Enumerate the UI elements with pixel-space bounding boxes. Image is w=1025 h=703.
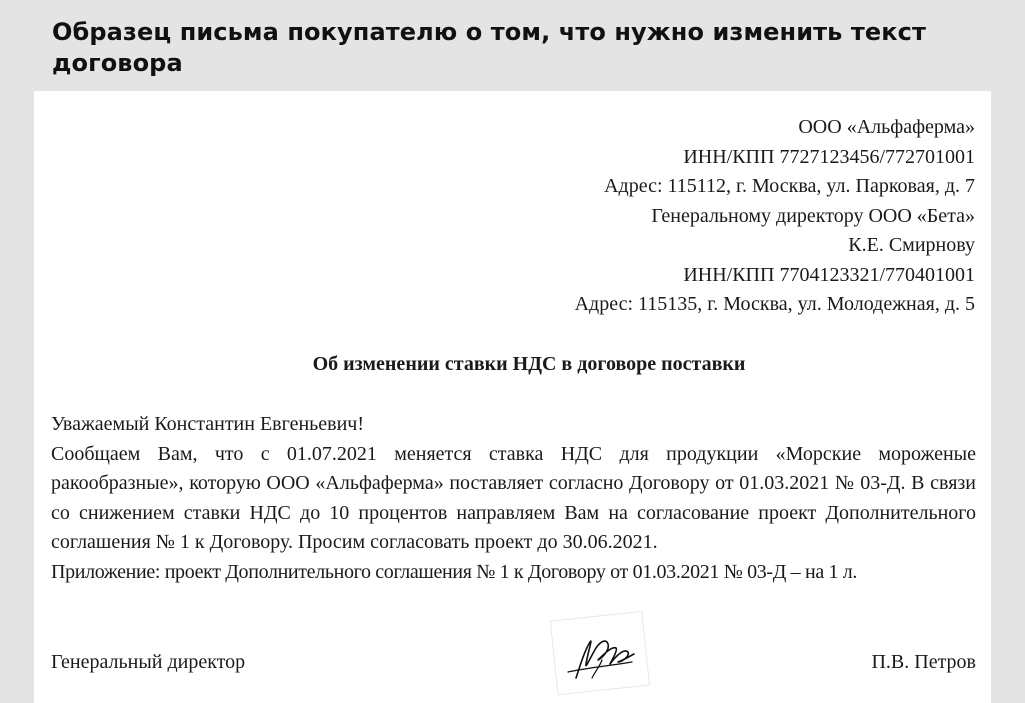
salutation: Уважаемый Константин Евгеньевич! — [51, 413, 365, 435]
letter-sheet — [34, 91, 991, 703]
letter-body — [51, 410, 976, 587]
address-block — [275, 113, 975, 320]
sender-inn-kpp: ИНН/КПП 7727123456/772701001 — [683, 145, 975, 168]
page-heading — [52, 17, 972, 79]
page-heading-line-2: договора — [52, 49, 183, 77]
letter-subject: Об изменении ставки НДС в договоре поставки — [312, 353, 746, 375]
signer-name: П.В. Петров — [871, 651, 976, 673]
sender-address: Адрес: 115112, г. Москва, ул. Парковая, д. 7 — [604, 175, 975, 197]
recipient-address: Адрес: 115135, г. Москва, ул. Молодежная, д. 5 — [574, 293, 975, 315]
sender-company: ООО «Альфаферма» — [798, 116, 975, 138]
main-paragraph: Сообщаем Вам, что с 01.07.2021 меняется ставка НДС для продукции «Морские мороженые ракообразные», которую ООО «Альфаферма» поставляет согласно Договору от 01.03.2021 № 03-Д. В связи со снижением ставки НДС до 10 процентов направляем Вам на согласование проект Дополнительного соглашения № 1 к Договору. Просим согласовать проект до 30.06.2021. — [51, 442, 976, 553]
page-heading-line-1: Образец письма покупателю о том, что нужно изменить текст — [52, 18, 927, 46]
signature-row — [51, 648, 976, 688]
attachment-line: Приложение: проект Дополнительного соглашения № 1 к Договору от 01.03.2021 № 03-Д – на 1 л. — [51, 560, 858, 583]
handwritten-signature — [546, 608, 656, 700]
recipient-position: Генеральному директору ООО «Бета» — [651, 204, 975, 227]
recipient-inn-kpp: ИНН/КПП 7704123321/770401001 — [683, 263, 975, 286]
signer-position: Генеральный директор — [51, 651, 246, 673]
recipient-name: К.Е. Смирнову — [848, 234, 975, 256]
